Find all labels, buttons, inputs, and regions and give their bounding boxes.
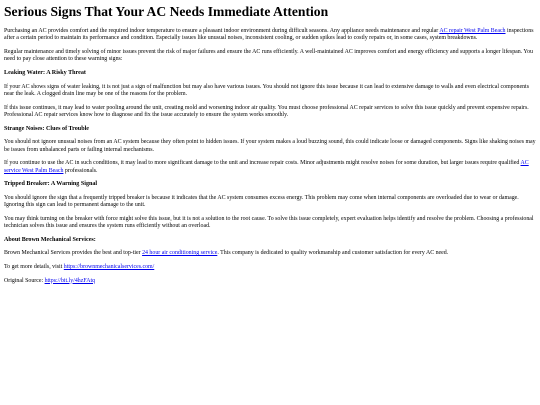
noises-paragraph-2 (4, 160, 536, 175)
ac-24h-service-link[interactable]: 24 hour air conditioning service (142, 250, 218, 257)
page-title: Serious Signs That Your AC Needs Immediate Attention (4, 4, 329, 19)
leaking-paragraph-2: If this issue continues, it may lead to water pooling around the unit, creating mold and worsening indoor air quality. You must choose professional AC repair services to solve this issue quickly and prevent expensive repairs. Professional AC repair services know how to diagnose and fix the issue accurately to ensure the system works smoothly. (4, 104, 529, 118)
noises-text-start: If you continue to use the AC in such conditions, it may lead to more significant damage to the unit and increase repair costs. Minor adjustments might resolve noises for some duration, but larger issues require qualified (4, 160, 521, 167)
details-paragraph (4, 264, 536, 271)
website-link[interactable]: https://brownmechanicalservices.com/ (63, 263, 155, 270)
source-label: Original Source: (4, 277, 45, 284)
noises-text-end: professionals. (63, 167, 98, 174)
leaking-paragraph-1: If your AC shows signs of water leaking, it is not just a sign of malfunction but may also have various issues. You should not ignore this issue because it can lead to extensive damage to walls and even electrical components near the leak. A clogged drain line may be one of the reasons for the problem. (4, 83, 529, 97)
noises-paragraph-1: You should not ignore unusual noises from an AC system because they often point to hidden issues. If your system makes a loud buzzing sound, this could indicate loose or damaged components. Signs like shaking noises may be issues from unbalanced parts or failing internal mechanisms. (4, 139, 536, 153)
ac-repair-link[interactable]: AC repair West Palm Beach (439, 28, 506, 34)
intro-text-start: Purchasing an AC provides comfort and the required indoor temperature to ensure a pleasant indoor environment during difficult seasons. Any appliance needs maintenance and regular (4, 28, 440, 34)
source-paragraph (4, 278, 536, 285)
intro-paragraph (4, 28, 536, 43)
about-text-end: . This company is dedicated to quality workmanship and customer satisfaction for every AC need. (217, 250, 449, 257)
about-paragraph (4, 250, 536, 257)
section-heading-leaking: Leaking Water: A Risky Threat (4, 70, 86, 76)
details-label: To get more details, visit (4, 263, 64, 270)
breaker-paragraph-1: You should ignore the sign that a frequently tripped breaker is because it indicates that the AC system consumes excess energy. This problem may come when internal components are overloaded due to wear or damage. Ignoring this sign can lead to permanent damage to the unit. (4, 194, 519, 209)
section-heading-noises: Strange Noises: Clues of Trouble (4, 125, 89, 132)
maintenance-paragraph: Regular maintenance and timely solving of minor issues prevent the risk of major failures and ensure the AC runs efficiently. A well-maintained AC improves comfort and energy efficiency and supports a longer lifespan. You need to pay close attention to these warning signs: (4, 49, 533, 63)
breaker-paragraph-2: You may think turning on the breaker with force might solve this issue, but it is not a solution to the root cause. To solve this issue completely, expert evaluation helps identify and resolve the problem. Choosing a professional technician solves this issue and ensures the system runs efficiently without an overload. (4, 215, 534, 230)
section-heading-about: About Brown Mechanical Services: (4, 236, 96, 243)
ac-service-link[interactable]: AC service West Palm Beach (4, 160, 529, 174)
about-text-start: Brown Mechanical Services provides the best and top-tier (4, 250, 143, 257)
source-link[interactable]: https://bit.ly/4hzFAtq (44, 277, 96, 284)
intro-text-end: inspections after a certain period to maintain its performance and condition. Especially issues like unusual noises, inconsistent cooling, or sudden spikes lead to costly repairs or, in some cases, system breakdowns. (4, 28, 534, 42)
section-heading-breaker: Tripped Breaker: A Warning Signal (4, 181, 98, 188)
